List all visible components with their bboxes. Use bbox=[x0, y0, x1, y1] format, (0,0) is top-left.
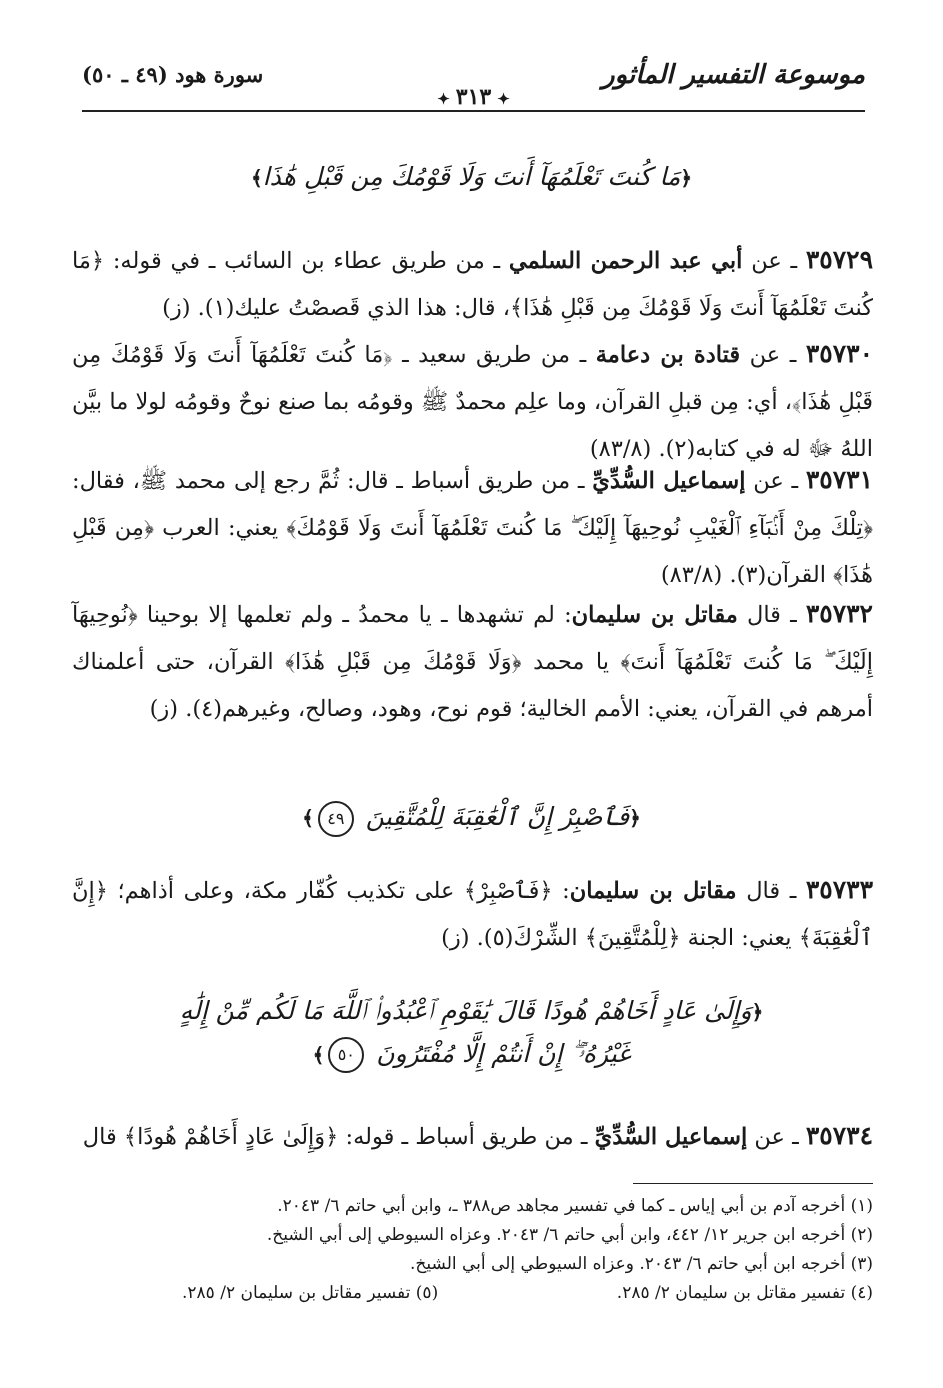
entry-number: ٣٥٧٢٩ bbox=[805, 245, 873, 274]
narration-entry: ٣٥٧٣٢ ـ قال مقاتل بن سليمان: لم تشهدها ـ يا محمدُ ـ ولم تعلمها إلا بوحينا ﴿نُوحِيهَآ إِلَيْكَ ۖ مَا كُنتَ تَعْلَمُهَآ أَنتَ﴾ يا محمد ﴿وَلَا قَوْمُكَ مِن قَبْلِ هَٰذَا﴾ القرآن، حتى أعلمناك أمرهم في القرآن، يعني: الأمم الخالية؛ قوم نوح، وهود، وصالح، وغيرهم(٤). (ز) bbox=[72, 599, 873, 722]
entry-lead: عن bbox=[749, 342, 781, 368]
verse-text: فَٱصْبِرْ إِنَّ ٱلْعَٰقِبَةَ لِلْمُتَّقِينَ bbox=[365, 802, 630, 831]
verse-heading: ﴿فَٱصْبِرْ إِنَّ ٱلْعَٰقِبَةَ لِلْمُتَّقِينَ ٤٩﴾ bbox=[80, 796, 863, 839]
verse-text: مَا كُنتَ تَعْلَمُهَآ أَنتَ وَلَا قَوْمُكَ مِن قَبْلِ هَٰذَا bbox=[262, 162, 681, 191]
entry-number: ٣٥٧٣٤ bbox=[805, 1121, 873, 1150]
entry-lead: عن bbox=[753, 468, 784, 494]
narrator-name: إسماعيل السُّدِّيِّ bbox=[594, 1124, 748, 1150]
ornament-icon: ✦ bbox=[497, 90, 510, 108]
ayah-number: ٥٠ bbox=[328, 1037, 364, 1073]
footnotes bbox=[72, 1192, 873, 1308]
narrator-name: أبي عبد الرحمن السلمي bbox=[508, 248, 743, 274]
narration-entry: ٣٥٧٢٩ ـ عن أبي عبد الرحمن السلمي ـ من طريق عطاء بن السائب ـ في قوله: ﴿مَا كُنتَ تَعْلَمُهَآ أَنتَ وَلَا قَوْمُكَ مِن قَبْلِ هَٰذَا﴾، قال: هذا الذي قَصصْتُ عليك(١). (ز) bbox=[72, 245, 873, 321]
narration-entry: ٣٥٧٣٤ ـ عن إسماعيل السُّدِّيِّ ـ من طريق أسباط ـ قوله: ﴿وَإِلَىٰ عَادٍ أَخَاهُمْ هُودًا﴾ قال bbox=[82, 1121, 873, 1150]
footnote: (٥) تفسير مقاتل بن سليمان ٢/ ٢٨٥. bbox=[182, 1283, 439, 1303]
source-ref: (٨٣/٨) bbox=[660, 562, 723, 588]
footnote: (١) أخرجه آدم بن أبي إياس ـ كما في تفسير مجاهد ص٣٨٨ ـ، وابن أبي حاتم ٦/ ٢٠٤٣. bbox=[277, 1196, 873, 1216]
narration-entry: ٣٥٧٣٠ ـ عن قتادة بن دعامة ـ من طريق سعيد ـ ﴿مَا كُنتَ تَعْلَمُهَآ أَنتَ وَلَا قَوْمُكَ مِن قَبْلِ هَٰذَا﴾، أي: مِن قبلِ القرآن، وما علِم محمدٌ ﷺ وقومُه بما صنع نوحٌ وقومُه لولا ما بيَّن اللهُ ﷻ له في كتابه(٢). (٨٣/٨) bbox=[72, 339, 874, 462]
entry-text: ـ من طريق أسباط ـ قال: ثُمَّ رجع إلى محمد ﷺ، فقال: ﴿تِلْكَ مِنْ أَنۢبَآءِ ٱلْغَيْبِ نُوحِيهَآ إِلَيْكَ ۖ مَا كُنتَ تَعْلَمُهَآ أَنتَ وَلَا قَوْمُكَ﴾ يعني: العرب ﴿مِن قَبْلِ هَٰذَا﴾ القرآن(٣). bbox=[72, 468, 873, 588]
verse-heading: ﴿مَا كُنتَ تَعْلَمُهَآ أَنتَ وَلَا قَوْمُكَ مِن قَبْلِ هَٰذَا﴾ bbox=[250, 162, 693, 191]
entry-text: : لم تشهدها ـ يا محمدُ ـ ولم تعلمها إلا بوحينا ﴿نُوحِيهَآ إِلَيْكَ ۖ مَا كُنتَ تَعْلَمُهَآ أَنتَ﴾ يا محمد ﴿وَلَا قَوْمُكَ مِن قَبْلِ هَٰذَا﴾ القرآن، حتى أعلمناك أمرهم في القرآن، يعني: الأمم الخالية؛ قوم نوح، وهود، وصالح، وغيرهم(٤). bbox=[72, 602, 873, 722]
narration-entry: ٣٥٧٣١ ـ عن إسماعيل السُّدِّيِّ ـ من طريق أسباط ـ قال: ثُمَّ رجع إلى محمد ﷺ، فقال: ﴿تِلْكَ مِنْ أَنۢبَآءِ ٱلْغَيْبِ نُوحِيهَآ إِلَيْكَ ۖ مَا كُنتَ تَعْلَمُهَآ أَنتَ وَلَا قَوْمُكَ﴾ يعني: العرب ﴿مِن قَبْلِ هَٰذَا﴾ القرآن(٣). (٨٣/٨) bbox=[72, 465, 874, 588]
entry-number: ٣٥٧٣٣ bbox=[805, 875, 873, 904]
source-ref: (ز) bbox=[162, 295, 191, 321]
book-title: موسوعة التفسير المأثور bbox=[602, 60, 865, 90]
verse-heading: ﴿وَإِلَىٰ عَادٍ أَخَاهُمْ هُودًا قَالَ يَٰقَوْمِ ٱعْبُدُوا۟ ٱللَّهَ مَا لَكُم مِّنْ إِلَٰهٍ غَيْرُهُۥٓ ۖ إِنْ أَنتُمْ إِلَّا مُفْتَرُونَ ٥٠﴾ bbox=[150, 990, 793, 1075]
entry-text: ـ من طريق سعيد ـ ﴿مَا كُنتَ تَعْلَمُهَآ أَنتَ وَلَا قَوْمُكَ مِن قَبْلِ هَٰذَا﴾، أي: مِن قبلِ القرآن، وما علِم محمدٌ ﷺ وقومُه بما صنع نوحٌ وقومُه لولا ما بيَّن اللهُ ﷻ له في كتابه(٢). bbox=[72, 342, 873, 462]
entry-lead: قال bbox=[746, 602, 781, 628]
narrator-name: إسماعيل السُّدِّيِّ bbox=[592, 468, 746, 494]
source-ref: (ز) bbox=[149, 696, 179, 722]
narrator-name: مقاتل بن سليمان bbox=[571, 602, 738, 628]
header-rule bbox=[82, 110, 865, 112]
surah-reference: سورة هود (٤٩ ـ ٥٠) bbox=[82, 62, 264, 87]
narration-entry: ٣٥٧٣٣ ـ قال مقاتل بن سليمان: ﴿فَٱصْبِرْ﴾ على تكذيب كُفّار مكة، وعلى أذاهم؛ ﴿إِنَّ ٱلْعَٰقِبَةَ﴾ يعني: الجنة ﴿لِلْمُتَّقِينَ﴾ الشِّرْكَ(٥). (ز) bbox=[72, 875, 873, 951]
page-number-block bbox=[82, 84, 865, 110]
entry-text: ـ من طريق عطاء بن السائب ـ في قوله: ﴿مَا كُنتَ تَعْلَمُهَآ أَنتَ وَلَا قَوْمُكَ مِن قَبْلِ هَٰذَا﴾، قال: هذا الذي قَصصْتُ عليك(١). bbox=[72, 248, 873, 321]
ornament-icon: ✦ bbox=[437, 90, 450, 108]
footnote-row bbox=[72, 1279, 873, 1308]
entry-lead: عن bbox=[754, 1124, 785, 1150]
entry-number: ٣٥٧٣١ bbox=[805, 465, 874, 494]
narrator-name: مقاتل بن سليمان bbox=[569, 878, 737, 904]
source-ref: (٨٣/٨) bbox=[589, 436, 652, 462]
entry-lead: عن bbox=[751, 248, 782, 274]
entry-number: ٣٥٧٣٠ bbox=[805, 339, 874, 368]
footnote-rule bbox=[633, 1183, 873, 1184]
entry-text: ـ من طريق أسباط ـ قوله: ﴿وَإِلَىٰ عَادٍ أَخَاهُمْ هُودًا﴾ قال bbox=[82, 1124, 588, 1150]
footnote: (٣) أخرجه ابن أبي حاتم ٦/ ٢٠٤٣. وعزاه السيوطي إلى أبي الشيخ. bbox=[410, 1254, 873, 1274]
entry-lead: قال bbox=[746, 878, 781, 904]
footnote: (٢) أخرجه ابن جرير ١٢/ ٤٤٢، وابن أبي حاتم ٦/ ٢٠٤٣. وعزاه السيوطي إلى أبي الشيخ. bbox=[266, 1225, 873, 1245]
source-ref: (ز) bbox=[441, 925, 470, 951]
verse-text: وَإِلَىٰ عَادٍ أَخَاهُمْ هُودًا قَالَ يَٰقَوْمِ ٱعْبُدُوا۟ ٱللَّهَ مَا لَكُم مِّنْ إِلَٰهٍ غَيْرُهُۥٓ ۖ إِنْ أَنتُمْ إِلَّا مُفْتَرُونَ bbox=[179, 996, 752, 1068]
entry-number: ٣٥٧٣٢ bbox=[805, 599, 873, 628]
entry-text: : ﴿فَٱصْبِرْ﴾ على تكذيب كُفّار مكة، وعلى أذاهم؛ ﴿إِنَّ ٱلْعَٰقِبَةَ﴾ يعني: الجنة ﴿لِلْمُتَّقِينَ﴾ الشِّرْكَ(٥). bbox=[72, 878, 873, 951]
ayah-number: ٤٩ bbox=[318, 801, 354, 837]
page-number: ٣١٣ bbox=[455, 84, 492, 110]
footnote: (٤) تفسير مقاتل بن سليمان ٢/ ٢٨٥. bbox=[616, 1283, 873, 1303]
page-header bbox=[82, 58, 865, 118]
narrator-name: قتادة بن دعامة bbox=[595, 342, 741, 368]
